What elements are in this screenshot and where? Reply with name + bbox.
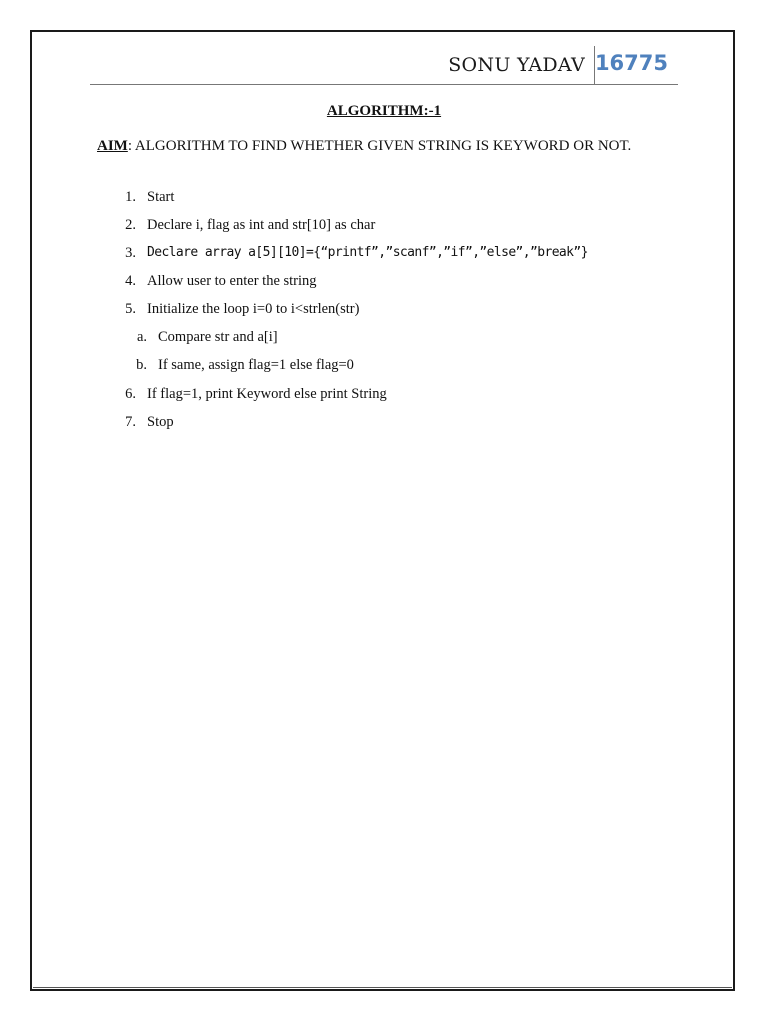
substep-marker: b. [136, 357, 147, 373]
step-marker: 7. [125, 414, 136, 430]
aim-label: AIM [97, 138, 128, 154]
aim-separator: : [127, 138, 132, 154]
substep-marker: a. [136, 329, 147, 345]
step-text: Declare array a[5][10]={“printf”,”scanf”,”if”,”else”,”break”} [147, 245, 588, 260]
step-marker: 3. [125, 245, 136, 261]
step-marker: 5. [125, 301, 136, 317]
document-title: ALGORITHM:-1 [326, 103, 442, 119]
step-marker: 4. [125, 273, 136, 289]
step-text: Declare i, flag as int and str[10] as char [147, 217, 376, 233]
step-text: Start [147, 189, 175, 205]
step-text: If flag=1, print Keyword else print String [147, 386, 387, 402]
step-text: Stop [147, 414, 174, 430]
page-header [90, 46, 678, 85]
step-marker: 6. [125, 386, 136, 402]
aim-text: ALGORITHM TO FIND WHETHER GIVEN STRING IS KEYWORD OR NOT. [132, 138, 632, 154]
page-border [30, 30, 735, 991]
step-marker: 1. [125, 189, 136, 205]
step-text: If same, assign flag=1 else flag=0 [158, 357, 354, 373]
step-marker: 2. [125, 217, 136, 233]
step-text: Allow user to enter the string [147, 273, 317, 289]
step-text: Initialize the loop i=0 to i<strlen(str) [147, 301, 360, 317]
author-name: SONU YADAV [448, 54, 585, 76]
step-text: Compare str and a[i] [158, 329, 278, 345]
roll-number: 16775 [594, 51, 668, 75]
aim-statement [97, 138, 631, 155]
